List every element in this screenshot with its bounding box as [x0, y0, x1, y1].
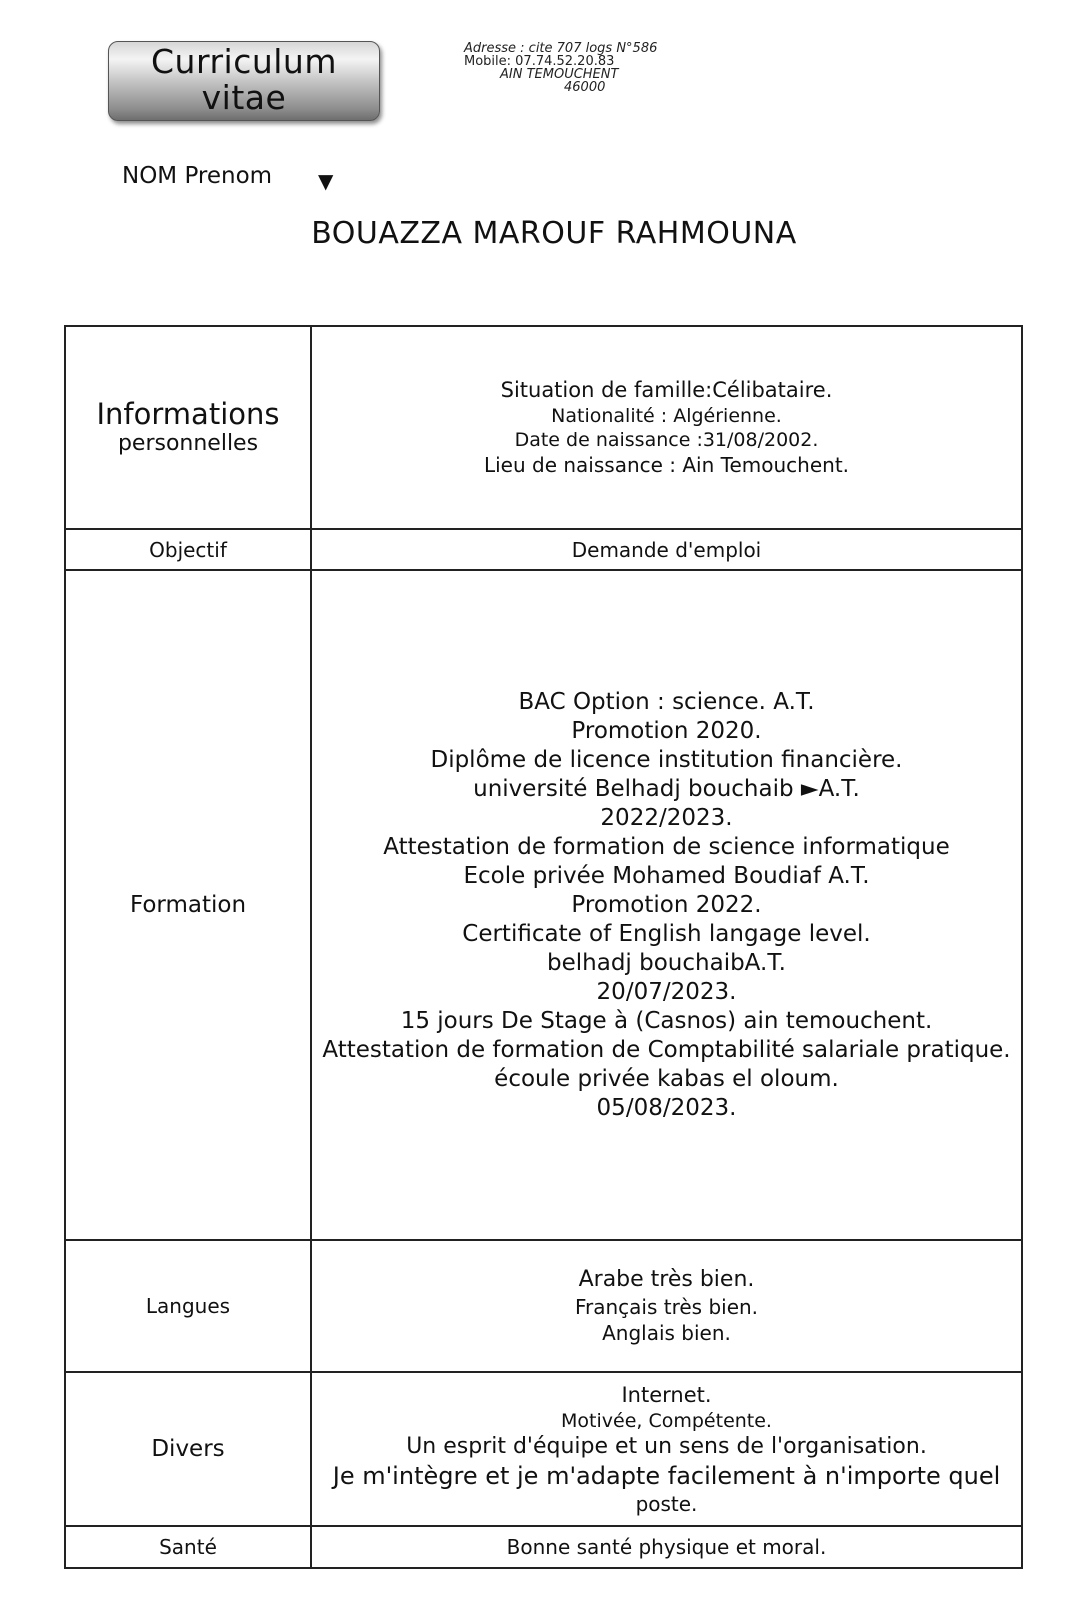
formation-line: Diplôme de licence institution financière. [430, 746, 903, 773]
formation-line: Promotion 2020. [571, 717, 762, 744]
info-label-main: Informations [96, 396, 280, 431]
sante-row [65, 1526, 1022, 1568]
info-line: Nationalité : Algérienne. [551, 405, 782, 427]
name-label: NOM Prenom [122, 163, 273, 189]
cv-table [64, 325, 1023, 1569]
info-line: Situation de famille:Célibataire. [500, 378, 833, 402]
formation-line: université Belhadj bouchaib ►A.T. [473, 775, 860, 802]
divers-value-cell [311, 1372, 1022, 1526]
langues-value-cell [311, 1240, 1022, 1372]
sante-value-cell [311, 1526, 1022, 1568]
postal-code-line: 46000 [564, 80, 606, 95]
formation-label-cell [65, 570, 311, 1240]
full-name: BOUAZZA MAROUF RAHMOUNA [311, 216, 797, 251]
langue-line: Arabe très bien. [578, 1267, 755, 1292]
objectif-value: Demande d'emploi [571, 537, 762, 562]
mobile-line: Mobile: 07.74.52.20.83 [464, 54, 615, 69]
formation-label: Formation [129, 891, 247, 918]
divers-line: Un esprit d'équipe et un sens de l'organisation. [406, 1433, 927, 1459]
objectif-label-cell [65, 529, 311, 570]
down-arrow-icon: ▼ [318, 169, 334, 193]
formation-line: 05/08/2023. [596, 1094, 737, 1121]
divers-label-cell [65, 1372, 311, 1526]
divers-line: poste. [635, 1491, 698, 1516]
formation-line: Ecole privée Mohamed Boudiaf A.T. [463, 862, 870, 889]
formation-line: 2022/2023. [600, 804, 733, 831]
formation-line: Certificate of English langage level. [462, 920, 871, 947]
objectif-row [65, 529, 1022, 570]
formation-value-cell [311, 570, 1022, 1240]
formation-line: 15 jours De Stage à (Casnos) ain temouchent. [400, 1007, 933, 1034]
formation-line: 20/07/2023. [596, 978, 737, 1005]
city-line: AIN TEMOUCHENT [500, 67, 619, 82]
divers-line: Motivée, Compétente. [561, 1409, 772, 1432]
info-line: Lieu de naissance : Ain Temouchent. [483, 453, 850, 477]
divers-label: Divers [151, 1435, 225, 1462]
langue-line: Français très bien. [574, 1295, 759, 1319]
formation-line: écoule privée kabas el oloum. [494, 1065, 839, 1092]
sante-label: Santé [159, 1535, 217, 1559]
divers-line: Je m'intègre et je m'adapte facilement à n'importe quel [332, 1461, 1001, 1490]
formation-row [65, 570, 1022, 1240]
curriculum-vitae-logo [108, 41, 380, 121]
info-line: Date de naissance :31/08/2002. [514, 429, 819, 451]
formation-line: belhadj bouchaibA.T. [547, 949, 786, 976]
formation-line: Promotion 2022. [571, 891, 762, 918]
divers-row [65, 1372, 1022, 1526]
formation-line: Attestation de formation de Comptabilité salariale pratique. [322, 1036, 1011, 1063]
sante-value: Bonne santé physique et moral. [506, 1535, 827, 1559]
sante-label-cell [65, 1526, 311, 1568]
info-row [65, 326, 1022, 529]
address-line: Adresse : cite 707 logs N°586 [464, 41, 658, 56]
logo-line-1: Curriculum [151, 42, 337, 81]
contact-block [464, 42, 724, 94]
formation-line: BAC Option : science. A.T. [518, 688, 815, 715]
formation-line: Attestation de formation de science informatique [383, 833, 950, 860]
langues-label: Langues [145, 1294, 231, 1318]
info-label-cell [65, 326, 311, 529]
info-value-cell [311, 326, 1022, 529]
divers-line: Internet. [621, 1382, 712, 1407]
info-label-sub: personnelles [117, 430, 259, 456]
objectif-value-cell [311, 529, 1022, 570]
langue-line: Anglais bien. [602, 1321, 731, 1345]
langues-row [65, 1240, 1022, 1372]
langues-label-cell [65, 1240, 311, 1372]
logo-line-2: vitae [201, 78, 287, 117]
objectif-label: Objectif [149, 537, 227, 562]
